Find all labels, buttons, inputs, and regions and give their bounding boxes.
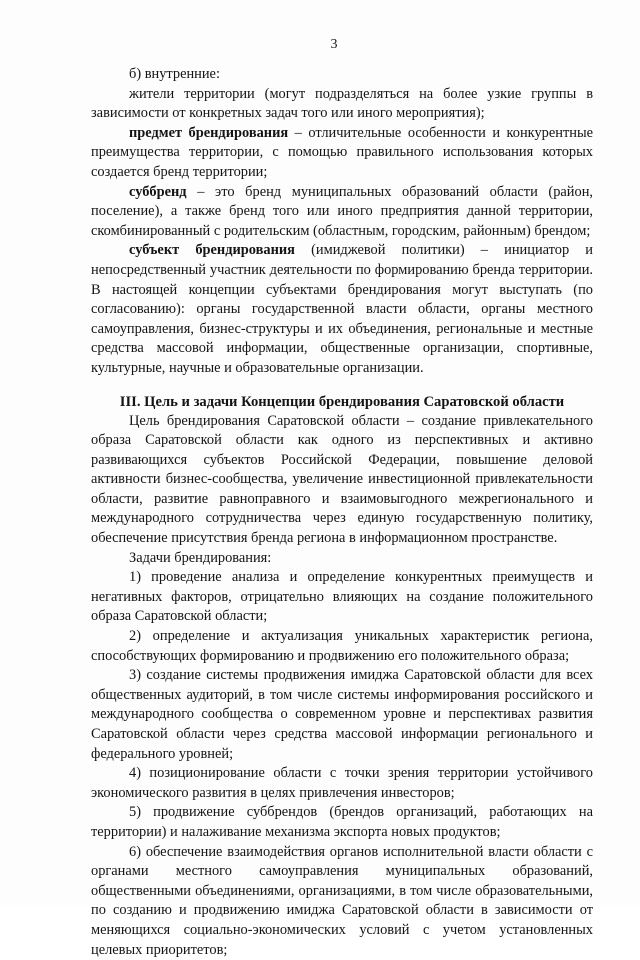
task-item: 6) обеспечение взаимодействия органов исполнительной власти области с органами местного самоуправления муниципальных образований, общественными объединениями, организациями, в том числе образовательными, по созданию и продвижению имиджа Саратовской области в зависимости от меняющихся социально-экономических условий с учетом установленных целевых приоритетов; [91,843,593,958]
task-item: 2) определение и актуализация уникальных характеристик региона, способствующих формированию и продвижению его положительного образа; [91,628,593,664]
subbrand-text: – это бренд муниципальных образований области (район, поселение), а также бренд того или иного предприятия данной территории, скомбинированный с родительским (областным, городским, районным) брендом; [91,183,593,239]
actor-text: (имиджевой политики) – инициатор и непосредственный участник деятельности по формированию бренда территории. В настоящей концепции субъектами брендирования могут выступать (по согласованию): органы государственной власти области, органы местного самоуправления, бизнес-структуры и их объединения, региональные и местные средства массовой информации, общественные организации, спортивные, культурные, научные и образовательные организации. [91,242,593,376]
task-item: 1) проведение анализа и определение конкурентных преимуществ и негативных факторов, отрицательно влияющих на создание положительного образа Саратовской области; [91,569,593,625]
subject-term: предмет брендирования [129,124,289,141]
internal-audiences-label: б) внутренние: [129,66,220,82]
goal-paragraph: Цель брендирования Саратовской области – создание привлекательного образа Саратовской области как одного из перспективных и активно развивающихся субъектов Российской Федерации, повышение деловой активности бизнес-сообщества, увеличение инвестиционной привлекательности области, развитие равноправного и взаимовыгодного межрегионального и международного сотрудничества через единую государственную политику, обеспечение присутствия бренда региона в информационном пространстве. [91,412,593,547]
residents-paragraph: жители территории (могут подразделяться на более узкие группы в зависимости от конкретных задач того или иного мероприятия); [91,85,593,122]
subject-text: – отличительные особенности и конкурентные преимущества территории, с помощью правильного использования которых создается бренд территории; [91,124,593,180]
tasks-label: Задачи брендирования: [129,549,272,566]
task-item: 4) позиционирование области с точки зрения территории устойчивого экономического развития в целях привлечения инвесторов; [91,765,593,801]
task-item: 5) продвижение суббрендов (брендов организаций, работающих на территории) и налаживание механизма экспорта новых продуктов; [91,804,593,840]
actor-term: субъект брендирования [129,242,295,259]
task-item: 3) создание системы продвижения имиджа Саратовской области для всех общественных аудиторий, в том числе системы информирования российского и международного сообщества о современном уровне и перспективах развития Саратовской области через средства массовой информации регионального и федерального уровней; [91,667,593,762]
page-content [91,65,593,960]
actor-definition [91,241,593,378]
subbrand-term: суббренд [129,183,187,200]
section-heading: III. Цель и задачи Концепции брендирования Саратовской области [119,393,565,410]
subject-definition [91,124,593,183]
page-number: 3 [330,37,338,52]
subbrand-definition [91,183,593,242]
